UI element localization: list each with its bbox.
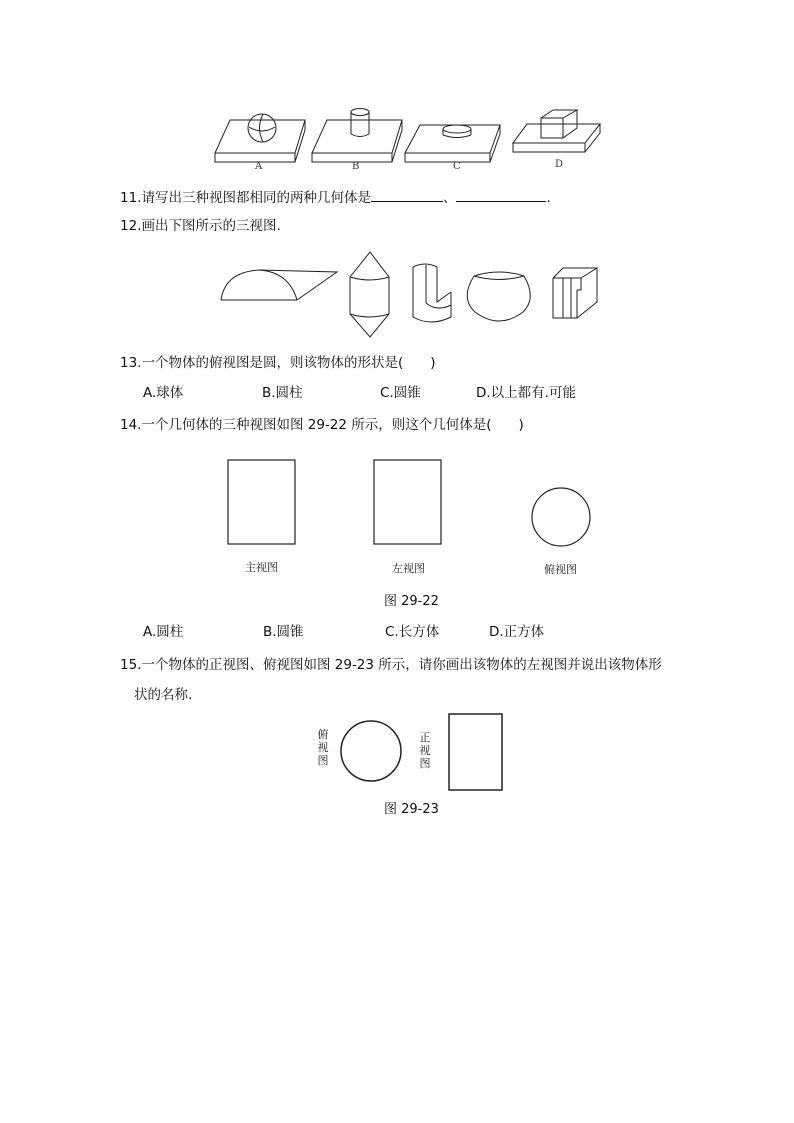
- figure-caption-29-22: 图 29-22: [384, 594, 439, 609]
- double-cone-cylinder-solid: [350, 252, 389, 337]
- stepped-block-solid: [553, 268, 597, 318]
- q13-option-a[interactable]: A.球体: [143, 385, 184, 401]
- q14-option-a[interactable]: A.圆柱: [143, 624, 184, 640]
- notched-cylinder-solid: [413, 264, 451, 322]
- solid-c-disc-on-slab: [405, 125, 500, 162]
- view-label-top: 俯视图: [544, 563, 577, 576]
- solid-d-block-on-slab: [513, 110, 600, 152]
- question-12: 12.画出下图所示的三视图.: [120, 218, 281, 234]
- answer-blank-2[interactable]: [456, 187, 546, 202]
- q14-option-b[interactable]: B.圆锥: [263, 624, 304, 640]
- figure-caption-29-23: 图 29-23: [384, 802, 439, 817]
- solid-b-cylinder-on-slab: [312, 109, 402, 163]
- truncated-sphere-solid: [467, 272, 530, 321]
- half-cylinder-wedge-solid: [221, 270, 337, 300]
- answer-blank-1[interactable]: [371, 187, 443, 202]
- view-label-left: 左视图: [392, 562, 425, 575]
- q13-option-d[interactable]: D.以上都有.可能: [476, 385, 576, 401]
- top-view-vertical-label: 俯 视 图: [317, 728, 329, 767]
- front-view-rectangle: [228, 460, 295, 544]
- solid-a-sphere-on-slab: [215, 114, 305, 162]
- label-a: A: [255, 161, 263, 172]
- question-11-separator: 、: [442, 190, 457, 206]
- q14-three-views-figure: [220, 455, 600, 555]
- question-15-line-2: 状的名称.: [134, 687, 193, 703]
- solids-on-slab-figure: [205, 100, 605, 175]
- question-11-end: .: [546, 190, 551, 206]
- q13-option-c[interactable]: C.圆锥: [380, 385, 421, 401]
- q12-solids-figure: [215, 250, 615, 345]
- q15-top-view-circle: [341, 721, 401, 781]
- q14-option-d[interactable]: D.正方体: [489, 624, 545, 640]
- front-view-vertical-label: 正 视 图: [419, 731, 431, 770]
- top-view-circle: [532, 488, 590, 546]
- q13-option-b[interactable]: B.圆柱: [262, 385, 303, 401]
- view-label-front: 主视图: [245, 561, 278, 574]
- q15-views-figure: [335, 710, 510, 795]
- side-view-rectangle: [374, 460, 441, 544]
- q15-front-view-rectangle: [449, 714, 502, 790]
- question-14: 14.一个几何体的三种视图如图 29-22 所示，则这个几何体是( ): [120, 417, 524, 433]
- question-11: [120, 187, 551, 207]
- question-11-text: 11.请写出三种视图都相同的两种几何体是: [120, 190, 371, 206]
- question-13: 13.一个物体的俯视图是圆，则该物体的形状是( ): [120, 355, 436, 371]
- label-c: C: [453, 161, 461, 172]
- question-15-line-1: 15.一个物体的正视图、俯视图如图 29-23 所示，请你画出该物体的左视图并说出该物体形: [120, 657, 662, 673]
- label-d: D: [555, 159, 564, 170]
- label-b: B: [352, 161, 360, 172]
- q14-option-c[interactable]: C.长方体: [385, 624, 440, 640]
